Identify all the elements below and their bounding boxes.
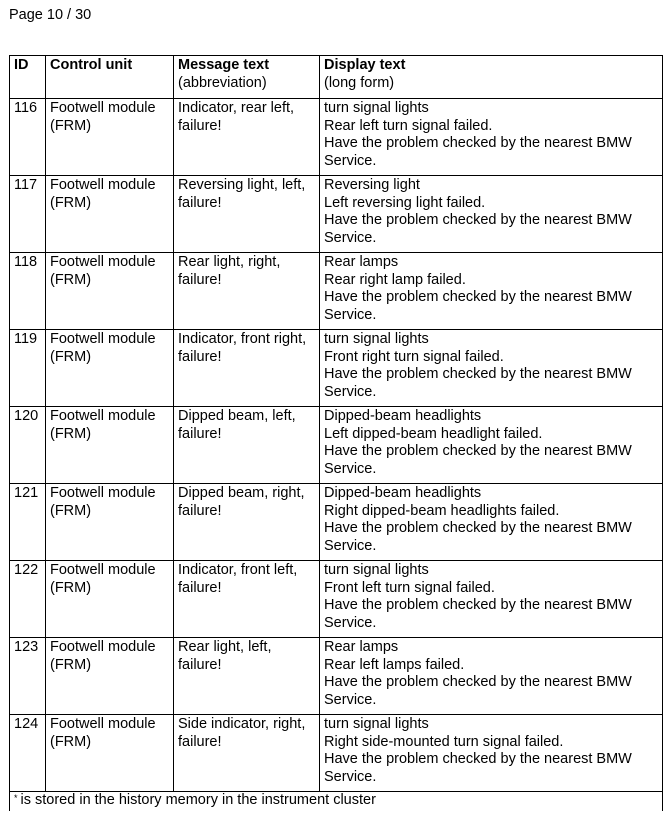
cell-id: 121 bbox=[10, 484, 46, 561]
header-control-unit-label: Control unit bbox=[50, 57, 133, 73]
cell-message-text bbox=[174, 99, 320, 176]
page-number: Page 10 / 30 bbox=[9, 7, 92, 23]
cell-display-text-line: Service. bbox=[324, 537, 377, 554]
cell-control-unit bbox=[46, 561, 174, 638]
table-row bbox=[10, 484, 663, 561]
cell-control-unit-line: Footwell module bbox=[50, 485, 156, 501]
cell-message-text-line: Indicator, front left, bbox=[178, 562, 298, 578]
cell-display-text bbox=[320, 99, 663, 176]
table-row bbox=[10, 715, 663, 792]
cell-control-unit-line: (FRM) bbox=[50, 194, 92, 211]
cell-control-unit-line: (FRM) bbox=[50, 579, 92, 596]
cell-message-text-line: failure! bbox=[178, 579, 222, 596]
cell-control-unit-line: (FRM) bbox=[50, 502, 92, 519]
cell-display-text-line: Right side-mounted turn signal failed. bbox=[324, 733, 564, 750]
cell-control-unit-line: Footwell module bbox=[50, 100, 156, 116]
cell-message-text-line: Indicator, front right, bbox=[178, 331, 307, 347]
cell-message-text-line: failure! bbox=[178, 425, 222, 442]
cell-display-text bbox=[320, 715, 663, 792]
table-row bbox=[10, 253, 663, 330]
table-row bbox=[10, 561, 663, 638]
cell-display-text bbox=[320, 253, 663, 330]
cell-message-text-line: failure! bbox=[178, 348, 222, 365]
header-message-text bbox=[174, 56, 320, 99]
cell-display-text-line: Rear lamps bbox=[324, 639, 399, 655]
cell-message-text bbox=[174, 330, 320, 407]
cell-display-text bbox=[320, 176, 663, 253]
cell-message-text-line: Dipped beam, left, bbox=[178, 408, 296, 424]
cell-display-text-line: Service. bbox=[324, 768, 377, 785]
cell-message-text bbox=[174, 715, 320, 792]
cell-display-text-line: Front left turn signal failed. bbox=[324, 579, 495, 596]
cell-display-text-line: Rear right lamp failed. bbox=[324, 271, 466, 288]
cell-display-text-line: Service. bbox=[324, 152, 377, 169]
cell-display-text-line: Reversing light bbox=[324, 177, 420, 193]
header-display-text-label: Display text bbox=[324, 57, 406, 73]
table-row bbox=[10, 330, 663, 407]
cell-display-text-line: Have the problem checked by the nearest BMW bbox=[324, 751, 632, 768]
cell-control-unit-line: Footwell module bbox=[50, 562, 156, 578]
cell-display-text-line: turn signal lights bbox=[324, 562, 429, 578]
cell-display-text-line: Front right turn signal failed. bbox=[324, 348, 504, 365]
cell-control-unit bbox=[46, 715, 174, 792]
cell-display-text-line: Left reversing light failed. bbox=[324, 194, 486, 211]
cell-display-text-line: Service. bbox=[324, 229, 377, 246]
cell-control-unit-line: Footwell module bbox=[50, 331, 156, 347]
cell-id: 118 bbox=[10, 253, 46, 330]
cell-display-text-line: Have the problem checked by the nearest BMW bbox=[324, 366, 632, 383]
cell-control-unit bbox=[46, 99, 174, 176]
cell-control-unit-line: Footwell module bbox=[50, 408, 156, 424]
cell-display-text-line: Have the problem checked by the nearest BMW bbox=[324, 443, 632, 460]
cell-control-unit-line: Footwell module bbox=[50, 716, 156, 732]
header-control-unit bbox=[46, 56, 174, 99]
header-display-text bbox=[320, 56, 663, 99]
cell-display-text-line: Dipped-beam headlights bbox=[324, 408, 482, 424]
cell-display-text-line: Service. bbox=[324, 383, 377, 400]
cell-message-text bbox=[174, 561, 320, 638]
cell-id: 120 bbox=[10, 407, 46, 484]
cell-display-text-line: Have the problem checked by the nearest BMW bbox=[324, 135, 632, 152]
cell-display-text bbox=[320, 561, 663, 638]
cell-display-text-line: Have the problem checked by the nearest BMW bbox=[324, 674, 632, 691]
cell-control-unit-line: (FRM) bbox=[50, 656, 92, 673]
cell-id: 116 bbox=[10, 99, 46, 176]
cell-display-text-line: Dipped-beam headlights bbox=[324, 485, 482, 501]
header-display-text-sub: (long form) bbox=[324, 74, 395, 91]
cell-display-text-line: Service. bbox=[324, 306, 377, 323]
cell-message-text bbox=[174, 638, 320, 715]
cell-message-text-line: failure! bbox=[178, 194, 222, 211]
cell-display-text-line: turn signal lights bbox=[324, 331, 429, 347]
footnote-text: is stored in the history memory in the instrument cluster bbox=[20, 792, 376, 808]
cell-display-text-line: Rear lamps bbox=[324, 254, 399, 270]
cell-message-text-line: failure! bbox=[178, 117, 222, 134]
cell-id: 117 bbox=[10, 176, 46, 253]
table-row bbox=[10, 99, 663, 176]
table-row bbox=[10, 407, 663, 484]
cell-display-text-line: Service. bbox=[324, 614, 377, 631]
cell-control-unit-line: Footwell module bbox=[50, 639, 156, 655]
footnote-row bbox=[10, 792, 663, 812]
cell-display-text-line: turn signal lights bbox=[324, 716, 429, 732]
cell-control-unit-line: (FRM) bbox=[50, 348, 92, 365]
cell-control-unit-line: Footwell module bbox=[50, 177, 156, 193]
header-id bbox=[10, 56, 46, 99]
cell-display-text-line: Rear left turn signal failed. bbox=[324, 117, 493, 134]
cell-display-text-line: Have the problem checked by the nearest BMW bbox=[324, 212, 632, 229]
header-message-text-sub: (abbreviation) bbox=[178, 74, 267, 91]
cell-display-text-line: Have the problem checked by the nearest BMW bbox=[324, 520, 632, 537]
cell-control-unit-line: (FRM) bbox=[50, 117, 92, 134]
cell-display-text bbox=[320, 484, 663, 561]
cell-display-text-line: Have the problem checked by the nearest BMW bbox=[324, 597, 632, 614]
cell-message-text bbox=[174, 407, 320, 484]
cell-message-text bbox=[174, 253, 320, 330]
cell-control-unit-line: Footwell module bbox=[50, 254, 156, 270]
cell-control-unit-line: (FRM) bbox=[50, 271, 92, 288]
cell-id: 119 bbox=[10, 330, 46, 407]
cell-id: 122 bbox=[10, 561, 46, 638]
cell-display-text-line: Left dipped-beam headlight failed. bbox=[324, 425, 543, 442]
cell-message-text-line: Rear light, right, bbox=[178, 254, 281, 270]
table-row bbox=[10, 638, 663, 715]
cell-control-unit-line: (FRM) bbox=[50, 733, 92, 750]
header-id-label: ID bbox=[14, 57, 29, 73]
cell-message-text-line: Side indicator, right, bbox=[178, 716, 306, 732]
cell-message-text-line: Indicator, rear left, bbox=[178, 100, 295, 116]
cell-display-text-line: Rear left lamps failed. bbox=[324, 656, 465, 673]
cell-message-text-line: Rear light, left, bbox=[178, 639, 272, 655]
cell-control-unit bbox=[46, 330, 174, 407]
cell-message-text-line: failure! bbox=[178, 271, 222, 288]
cell-control-unit bbox=[46, 253, 174, 330]
cell-message-text-line: Reversing light, left, bbox=[178, 177, 306, 193]
cell-message-text bbox=[174, 484, 320, 561]
check-control-messages-table bbox=[9, 55, 663, 811]
cell-id: 124 bbox=[10, 715, 46, 792]
table-row bbox=[10, 176, 663, 253]
cell-message-text-line: failure! bbox=[178, 502, 222, 519]
table-body bbox=[10, 99, 663, 792]
cell-display-text bbox=[320, 638, 663, 715]
footnote bbox=[10, 792, 663, 812]
cell-display-text-line: Service. bbox=[324, 460, 377, 477]
cell-message-text-line: Dipped beam, right, bbox=[178, 485, 305, 501]
cell-control-unit bbox=[46, 484, 174, 561]
cell-message-text bbox=[174, 176, 320, 253]
header-message-text-label: Message text bbox=[178, 57, 270, 73]
cell-display-text-line: Right dipped-beam headlights failed. bbox=[324, 502, 560, 519]
cell-control-unit bbox=[46, 176, 174, 253]
cell-message-text-line: failure! bbox=[178, 733, 222, 750]
cell-display-text-line: turn signal lights bbox=[324, 100, 429, 116]
table-header-row bbox=[10, 56, 663, 99]
cell-display-text bbox=[320, 330, 663, 407]
cell-id: 123 bbox=[10, 638, 46, 715]
cell-display-text bbox=[320, 407, 663, 484]
cell-control-unit bbox=[46, 638, 174, 715]
cell-display-text-line: Service. bbox=[324, 691, 377, 708]
cell-control-unit-line: (FRM) bbox=[50, 425, 92, 442]
footnote-mark: * bbox=[14, 793, 18, 803]
cell-message-text-line: failure! bbox=[178, 656, 222, 673]
cell-display-text-line: Have the problem checked by the nearest BMW bbox=[324, 289, 632, 306]
cell-control-unit bbox=[46, 407, 174, 484]
